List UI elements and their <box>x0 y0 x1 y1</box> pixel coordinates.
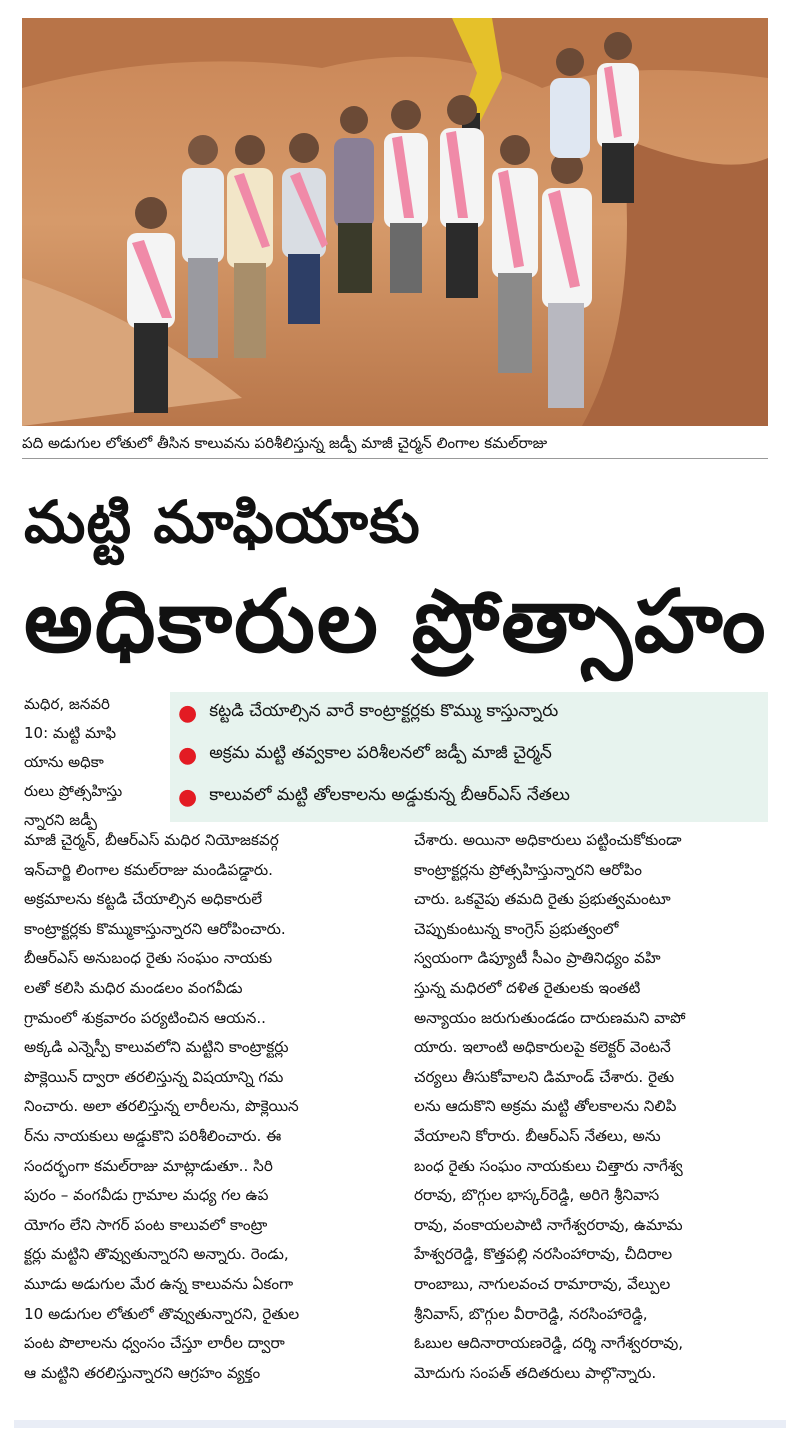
body-line: యోగం లేని సాగర్ పంట కాలువలో కాంట్రా <box>24 1215 268 1234</box>
highlight-item <box>170 692 768 734</box>
dateline-line: యాను అధికా <box>24 753 104 771</box>
body-line: అన్యాయం జరుగుతుండడం దారుణమని వాపో <box>414 1008 686 1027</box>
body-line: మూడు అడుగుల మేర ఉన్న కాలువను ఏకంగా <box>24 1274 294 1293</box>
dateline-block <box>24 690 164 835</box>
highlight-text: అక్రమ మట్టి తవ్వకాల పరిశీలనలో జడ్పీ మాజీ చైర్మన్ <box>209 743 552 763</box>
body-line: నించారు. అలా తరలిస్తున్న లారీలను, పొక్లెయిన <box>24 1097 299 1116</box>
body-line: యారు. ఇలాంటి అధికారులపై కలెక్టర్ వెంటనే <box>414 1038 671 1057</box>
dateline-line: న్నారని జడ్పీ <box>24 811 97 829</box>
body-line: మోదుగు సంపత్ తదితరులు పాల్గొన్నారు. <box>414 1363 657 1382</box>
body-line: చారు. ఒకవైపు తమది రైతు ప్రభుత్వమంటూ <box>414 890 671 909</box>
body-line: ఆ మట్టిని తరలిస్తున్నారని ఆగ్రహం వ్యక్తం <box>24 1363 261 1382</box>
body-line: లను ఆదుకొని అక్రమ మట్టి తోలకాలను నిలిపి <box>414 1097 677 1116</box>
dateline-line: మధిర, జనవరి <box>24 695 110 713</box>
body-line: ఓబుల ఆదినారాయణరెడ్డి, దర్శి నాగేశ్వరరావు, <box>414 1334 684 1353</box>
red-bullet-icon: ● <box>178 784 198 810</box>
dateline-line: రులు ప్రోత్సహిస్తు <box>24 782 123 800</box>
bottom-divider <box>14 1420 786 1428</box>
body-line: కాంట్రాక్టర్లకు కొమ్ముకాస్తున్నారని ఆరోపించారు. <box>24 919 286 938</box>
body-line: చర్యలు తీసుకోవాలని డిమాండ్ చేశారు. రైతు <box>414 1067 675 1086</box>
body-line: లతో కలిసి మధిర మండలం వంగవీడు <box>24 978 243 997</box>
body-line: చెప్పుకుంటున్న కాంగ్రెస్ ప్రభుత్వంలో <box>414 919 619 938</box>
highlight-item <box>170 734 768 776</box>
body-line: శ్రీనివాస్, బొగ్గుల వీరారెడ్డి, నరసింహారెడ్డి, <box>414 1304 648 1323</box>
body-line: వేయాలని కోరారు. బీఆర్ఎస్ నేతలు, అను <box>414 1126 661 1145</box>
body-line: రావు, వంకాయలపాటి నాగేశ్వరరావు, ఉమామ <box>414 1215 683 1234</box>
photo-caption: పది అడుగుల లోతులో తీసిన కాలువను పరిశీలిస్తున్న జడ్పీ మాజీ చైర్మన్ లింగాల కమల్‌రాజు <box>22 428 768 459</box>
body-line: ర్‌ను నాయకులు అడ్డుకొని పరిశీలించారు. ఈ <box>24 1126 282 1145</box>
body-line: పంట పొలాలను ధ్వంసం చేస్తూ లారీల ద్వారా <box>24 1334 285 1353</box>
body-line: రాంబాబు, నాగులవంచ రామారావు, వేల్పుల <box>414 1274 671 1293</box>
body-line: గ్రామంలో శుక్రవారం పర్యటించిన ఆయన.. <box>24 1008 267 1027</box>
body-line: 10 అడుగుల లోతులో తొవ్వుతున్నారని, రైతుల <box>24 1304 300 1323</box>
body-line: కాంట్రాక్టర్లను ప్రోత్సహిస్తున్నారని ఆరోపిం <box>414 860 642 879</box>
dateline-line: 10: మట్టి మాఫి <box>24 724 117 742</box>
headline-line-1: మట్టి మాఫియాకు <box>24 488 421 556</box>
news-photo <box>22 18 768 426</box>
body-line: రరావు, బొగ్గుల భాస్కర్‌రెడ్డి, అరిగె శ్రీనివాస <box>414 1186 660 1205</box>
body-line: స్వయంగా డిప్యూటీ సీఎం ప్రాతినిధ్యం వహి <box>414 949 661 968</box>
body-line: సందర్భంగా కమల్‌రాజు మాట్లాడుతూ.. సిరి <box>24 1156 273 1175</box>
body-line: అక్రమాలను కట్టడి చేయాల్సిన అధికారులే <box>24 890 263 909</box>
body-line: పురం – వంగవీడు గ్రామాల మధ్య గల ఉప <box>24 1186 269 1205</box>
body-line: బీఆర్ఎస్ అనుబంధ రైతు సంఘం నాయకు <box>24 949 273 968</box>
body-line: చేశారు. అయినా అధికారులు పట్టించుకోకుండా <box>414 831 682 849</box>
body-line: హేశ్వరరెడ్డి, కొత్తపల్లి నరసింహారావు, చీదిరాల <box>414 1245 673 1264</box>
headline-line-2: అధికారుల ప్రోత్సాహం <box>24 572 768 672</box>
highlight-item <box>170 776 768 818</box>
red-bullet-icon: ● <box>178 742 198 768</box>
body-line: ఇన్‌చార్జి లింగాల కమల్‌రాజు మండిపడ్డారు. <box>24 860 273 879</box>
highlight-text: కట్టడి చేయాల్సిన వారే కాంట్రాక్టర్లకు కొమ్ము కాస్తున్నారు <box>209 701 559 721</box>
body-line: బంధ రైతు సంఘం నాయకులు చిత్తారు నాగేశ్వ <box>414 1156 683 1175</box>
highlights-box <box>170 692 768 822</box>
article-column-left <box>24 826 402 1388</box>
body-line: పొక్లెయిన్ ద్వారా తరలిస్తున్న విషయాన్ని గమ <box>24 1067 284 1086</box>
red-bullet-icon: ● <box>178 700 198 726</box>
photo-illustration <box>22 18 768 426</box>
body-line: మాజీ చైర్మన్, బీఆర్ఎస్ మధిర నియోజకవర్గ <box>24 831 279 849</box>
body-line: అక్కడి ఎన్నెస్పీ కాలువలోని మట్టిని కాంట్రాక్టర్లు <box>24 1038 289 1057</box>
highlight-text: కాలువలో మట్టి తోలకాలను అడ్డుకున్న బీఆర్ఎస్ నేతలు <box>209 785 570 805</box>
body-line: స్తున్న మధిరలో దళిత రైతులకు ఇంతటి <box>414 978 641 997</box>
body-line: క్టర్లు మట్టిని తొవ్వుతున్నారని అన్నారు. రెండు, <box>24 1245 289 1264</box>
article-column-right <box>414 826 774 1388</box>
